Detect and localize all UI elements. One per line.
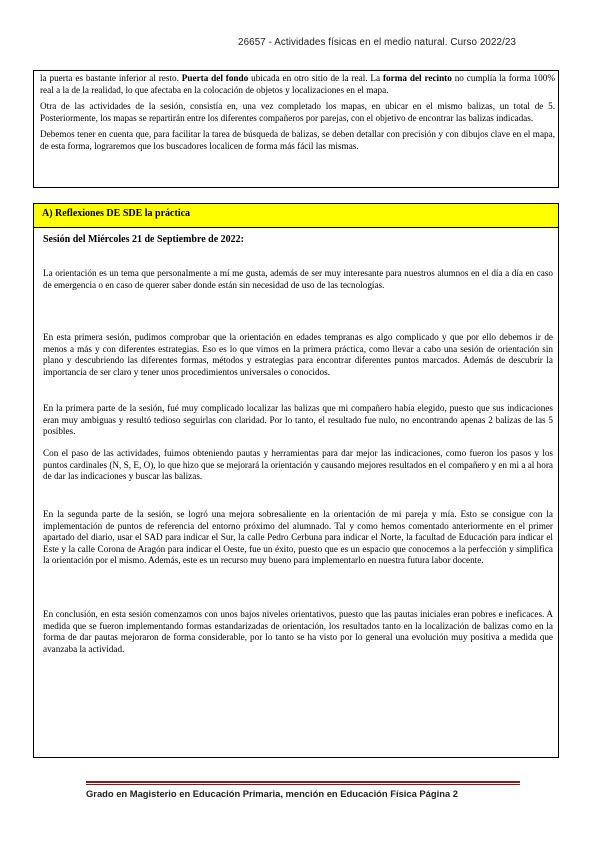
paragraph-detail: Debemos tener en cuenta que, para facilitar la tarea de búsqueda de balizas, se deben detallar con precisión y con dibujos clave en el mapa, de esta forma, lograremos que los buscadores localicen de forma más fácil las mismas. [40,129,555,151]
paragraph-conclusion: En conclusión, en esta sesión comenzamos con unos bajos niveles orientativos, puesto que las pautas iniciales eran pobres e ineficaces. A medida que se fueron implementando formas estandarizadas de orientación, los resultados tanto en la localización de balizas como en la forma de dar pautas mejoraron de forma considerable, por lo tanto se ha visto por lo general una evolución muy positiva a medida que avanzaba la actividad. [43,609,553,654]
paragraph-first-part: En la primera parte de la sesión, fué muy complicado localizar las balizas que mi compañero había elegido, puesto que sus indicaciones eran muy ambiguas y resultó tedioso seguirlas con claridad. Por lo tanto, el resultado fue nulo, no encontrando apenas 2 balizas de las 5 posibles. [43,403,553,437]
paragraph-first-session: En esta primera sesión, pudimos comprobar que la orientación en edades tempranas es algo complicado y que por ello debemos ir de menos a más y con diferentes estrategias. Eso es lo que vimos en la primera práctica, como llevar a cabo una sesión de orientación sin plano y descubriendo las diferentes formas, métodos y estrategias para encontrar diferentes puntos marcados. Además de descubrir la importancia de ser claro y tener unos procedimientos universales o conocidos. [43,332,553,377]
text-run: ubicada en otro sitio de la real. La [248,73,383,83]
paragraph-balizas: Otra de las actividades de la sesión, consistía en, una vez completado los mapas, en ubicar en el mismo balizas, un total de 5. Posteriormente, los mapas se repartirán entre los diferentes compañeros por parejas, con el objetivo de encontrar las balizas indicadas. [40,101,555,123]
footer-rule [86,781,520,783]
footer-rule-thin [86,784,520,785]
page-header: 26657 - Actividades físicas en el medio natural. Curso 2022/23 [238,37,516,48]
session-title: Sesión del Miércoles 21 de Septiembre de 2022: [43,234,244,245]
page-footer: Grado en Magisterio en Educación Primaria, mención en Educación Física Página 2 [86,788,458,799]
bold-run-forma: forma del recinto [383,73,452,83]
paragraph-intro: La orientación es un tema que personalmente a mí me gusta, además de ser muy interesante para nuestros alumnos en el día a día en caso de emergencia o en caso de querer saber donde están sin necesidad de uso de las tecnologías. [43,268,553,290]
text-run: la puerta es bastante inferior al resto. [40,73,182,83]
paragraph-progress: Con el paso de las actividades, fuimos obteniendo pautas y herramientas para dar mejor las indicaciones, como fueron los pasos y los puntos cardinales (N, S, E, O), lo que hizo que se mejorará la orientación y causando mejores resultados en el compañero y en mi a al hora de dar las indicaciones y buscar las balizas. [43,448,553,482]
section-heading: A) Reflexiones DE SDE la práctica [33,203,559,228]
paragraph-second-part: En la segunda parte de la sesión, se logró una mejora sobresaliente en la orientación de mi pareja y mía. Esto se consigue con la implementación de puntos de referencia del entorno próximo del alumnado. Tal y como hemos comentado anteriormente en el primer apartado del diario, usar el SAD para indicar el Sur, la calle Pedro Cerbuna para indicar el Norte, la facultad de Educación para indicar el Este y la calle Corona de Aragón para indicar el Oeste, fue un éxito, puesto que es un espacio que conocemos a la perfección y simplifica la orientación por el mismo. Además, este es un recurso muy bueno para implementarlo en nuestra futura labor docente. [43,509,553,566]
text-run: no cumplía la forma 100% real a la de la realidad, lo que afectaba en la colocación de objetos y localizaciones en el mapa. [40,73,555,95]
paragraph-map-issues [40,73,555,96]
text-box-top [33,70,559,188]
bold-run-puerta: Puerta del fondo [181,73,249,83]
reflection-box [33,228,559,758]
